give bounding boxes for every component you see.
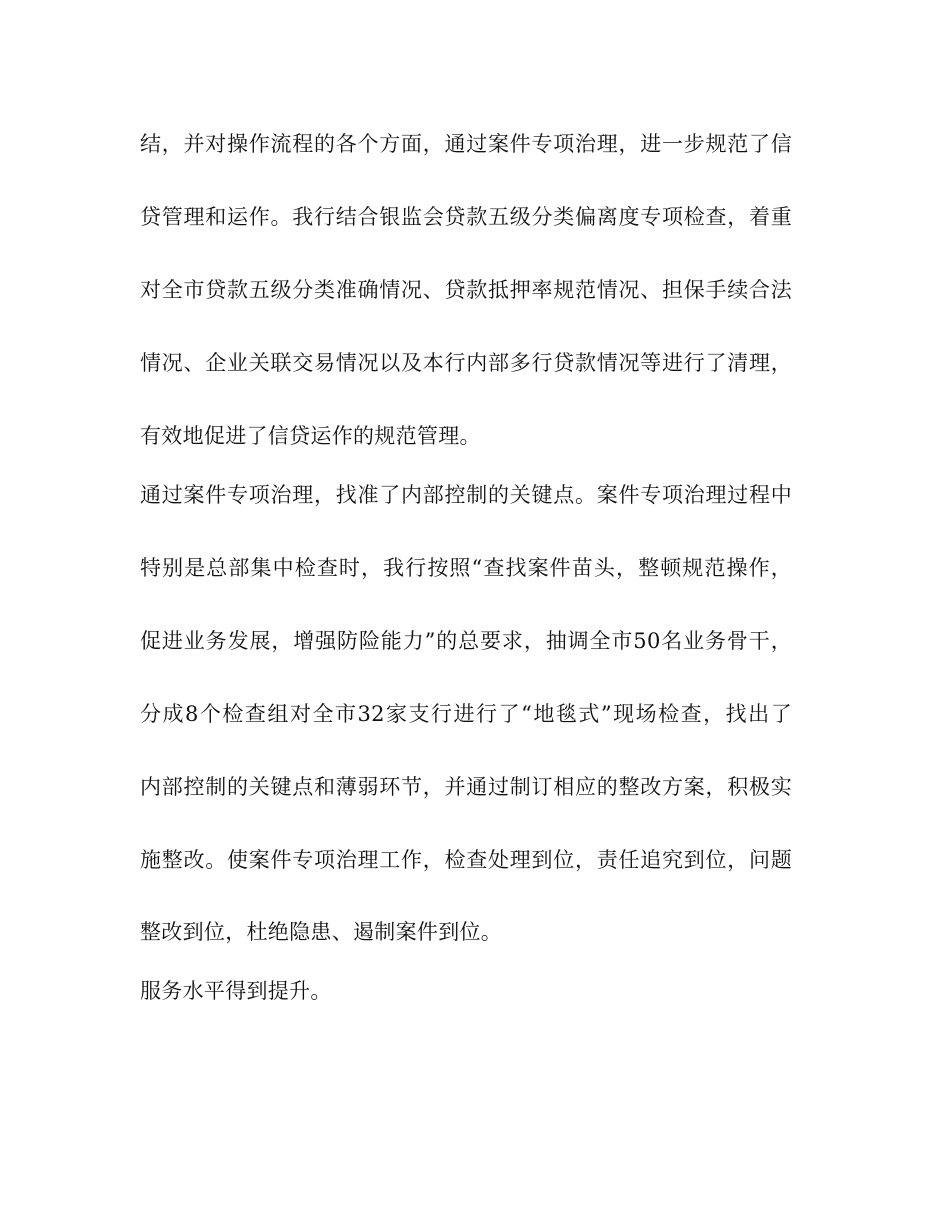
paragraph-1-line-1: 结，并对操作流程的各个方面，通过案件专项治理，进一步规范了信: [140, 132, 792, 156]
paragraph-2-line-5: 内部控制的关键点和薄弱环节，并通过制订相应的整改方案，积极实: [140, 775, 792, 799]
paragraph-1-line-3: 对全市贷款五级分类准确情况、贷款抵押率规范情况、担保手续合法: [140, 278, 792, 302]
paragraph-2-line-3: 促进业务发展，增强防险能力”的总要求，抽调全市50名业务骨干，: [140, 629, 792, 653]
paragraph-2-line-1: 通过案件专项治理，找准了内部控制的关键点。案件专项治理过程中: [140, 483, 792, 507]
paragraph-2-line-6: 施整改。使案件专项治理工作，检查处理到位，责任追究到位，问题: [140, 848, 792, 872]
paragraph-1-line-4: 情况、企业关联交易情况以及本行内部多行贷款情况等进行了清理，: [140, 351, 792, 375]
paragraph-1-line-2: 贷管理和运作。我行结合银监会贷款五级分类偏离度专项检查，着重: [140, 205, 792, 229]
paragraph-3-line-1: 服务水平得到提升。: [140, 979, 332, 1003]
paragraph-1-line-5: 有效地促进了信贷运作的规范管理。: [140, 424, 481, 448]
paragraph-2-line-2: 特别是总部集中检查时，我行按照“查找案件苗头，整顿规范操作，: [140, 556, 792, 580]
paragraph-2-line-7: 整改到位，杜绝隐患、遏制案件到位。: [140, 920, 503, 944]
paragraph-2-line-4: 分成8个检查组对全市32家支行进行了“地毯式”现场检查，找出了: [140, 702, 792, 726]
